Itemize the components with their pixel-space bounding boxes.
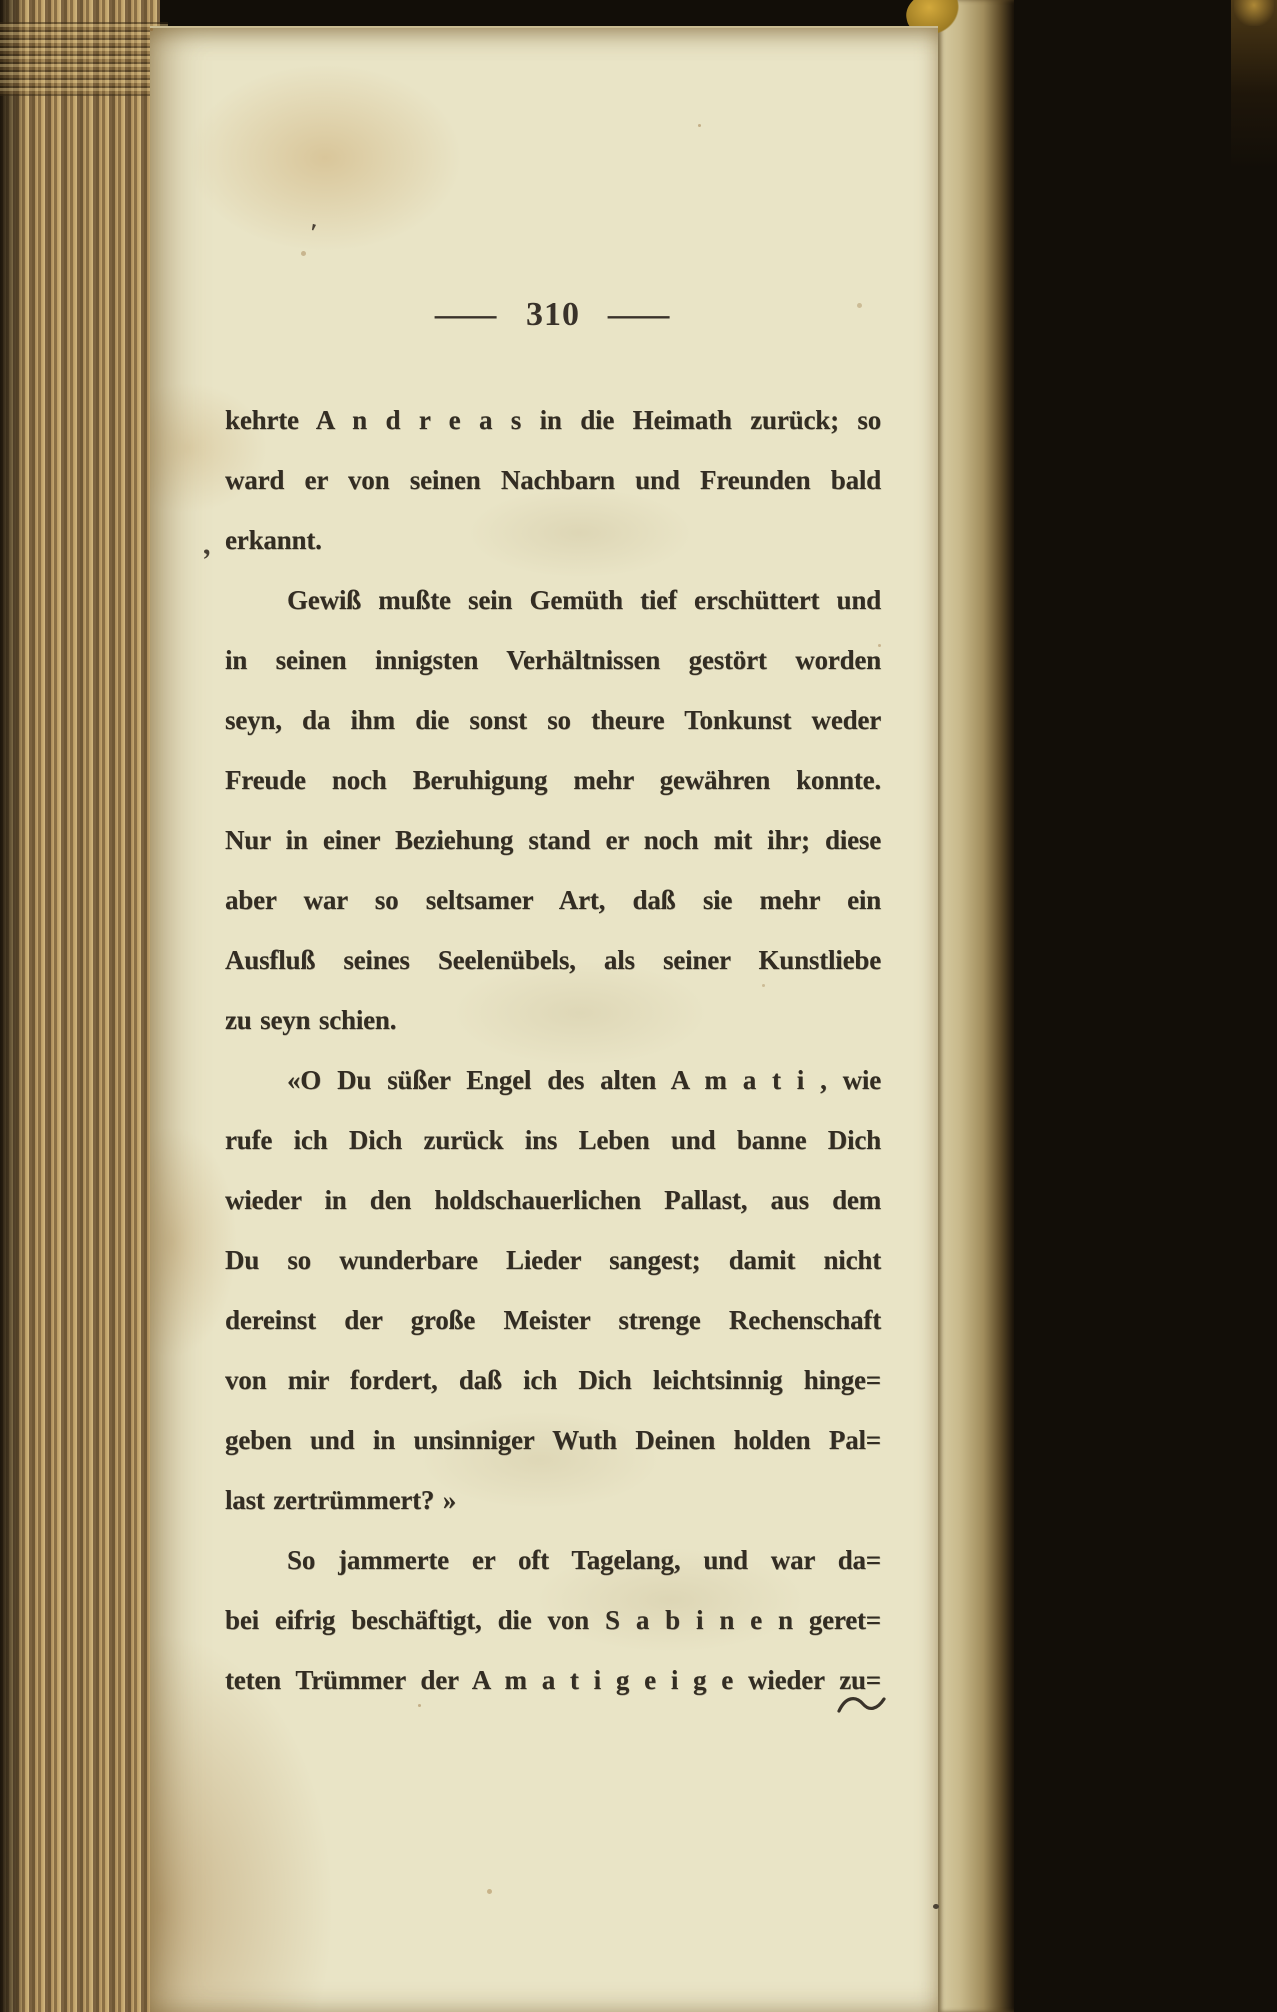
ink-dot xyxy=(933,1904,939,1909)
book-page-edges-left xyxy=(0,0,160,2012)
book-page-edges-right xyxy=(938,0,1014,2012)
text-line: von mir fordert, daß ich Dich leichtsinnig hinge= xyxy=(225,1365,881,1395)
text-line: Nur in einer Beziehung stand er noch mit ihr; diese xyxy=(225,825,881,855)
header-dash-left: — xyxy=(435,296,498,333)
page-header xyxy=(225,296,881,334)
paragraph xyxy=(225,1050,881,1530)
text-block xyxy=(225,390,881,1710)
text-line: erkannt. xyxy=(225,525,322,555)
ink-speck: ' xyxy=(303,217,320,248)
page-number: 310 xyxy=(526,296,580,333)
text-line: «O Du süßer Engel des alten A m a t i , wie xyxy=(287,1065,881,1095)
text-line: ward er von seinen Nachbarn und Freunden bald xyxy=(225,465,881,495)
text-line: zu seyn schien. xyxy=(225,1005,397,1035)
text-line: rufe ich Dich zurück ins Leben und banne Dich xyxy=(225,1125,881,1155)
paragraph xyxy=(225,390,881,570)
text-line: aber war so seltsamer Art, daß sie mehr ein xyxy=(225,885,881,915)
text-line: Freude noch Beruhigung mehr gewähren konnte. xyxy=(225,765,881,795)
book-page-edges-top-left xyxy=(0,22,168,96)
text-line: Gewiß mußte sein Gemüth tief erschüttert und xyxy=(287,585,881,615)
text-line: wieder in den holdschauerlichen Pallast, aus dem xyxy=(225,1185,881,1215)
text-line: Ausfluß seines Seelenübels, als seiner Kunstliebe xyxy=(225,945,881,975)
text-line: So jammerte er oft Tagelang, und war da= xyxy=(287,1545,881,1575)
text-line: seyn, da ihm die sonst so theure Tonkunst weder xyxy=(225,705,881,735)
text-line: teten Trümmer der A m a t i g e i g e wieder zu= xyxy=(225,1665,881,1695)
paragraph xyxy=(225,570,881,1050)
text-line: kehrte A n d r e a s in die Heimath zurück; so xyxy=(225,405,881,435)
ink-flourish xyxy=(836,1692,888,1720)
paragraph xyxy=(225,1530,881,1710)
text-line: geben und in unsinniger Wuth Deinen holden Pal= xyxy=(225,1425,881,1455)
text-line: in seinen innigsten Verhältnissen gestört worden xyxy=(225,645,881,675)
foxing-spots xyxy=(150,28,153,31)
text-line: last zertrümmert? » xyxy=(225,1485,457,1515)
paper-fragment-small xyxy=(1234,0,1274,26)
book-page xyxy=(150,26,938,2012)
header-dash-right: — xyxy=(608,296,671,333)
text-line: dereinst der große Meister strenge Rechenschaft xyxy=(225,1305,881,1335)
text-line: bei eifrig beschäftigt, die von S a b i n e n geret= xyxy=(225,1605,881,1635)
ink-speck: , xyxy=(199,527,212,562)
text-line: Du so wunderbare Lieder sangest; damit nicht xyxy=(225,1245,881,1275)
